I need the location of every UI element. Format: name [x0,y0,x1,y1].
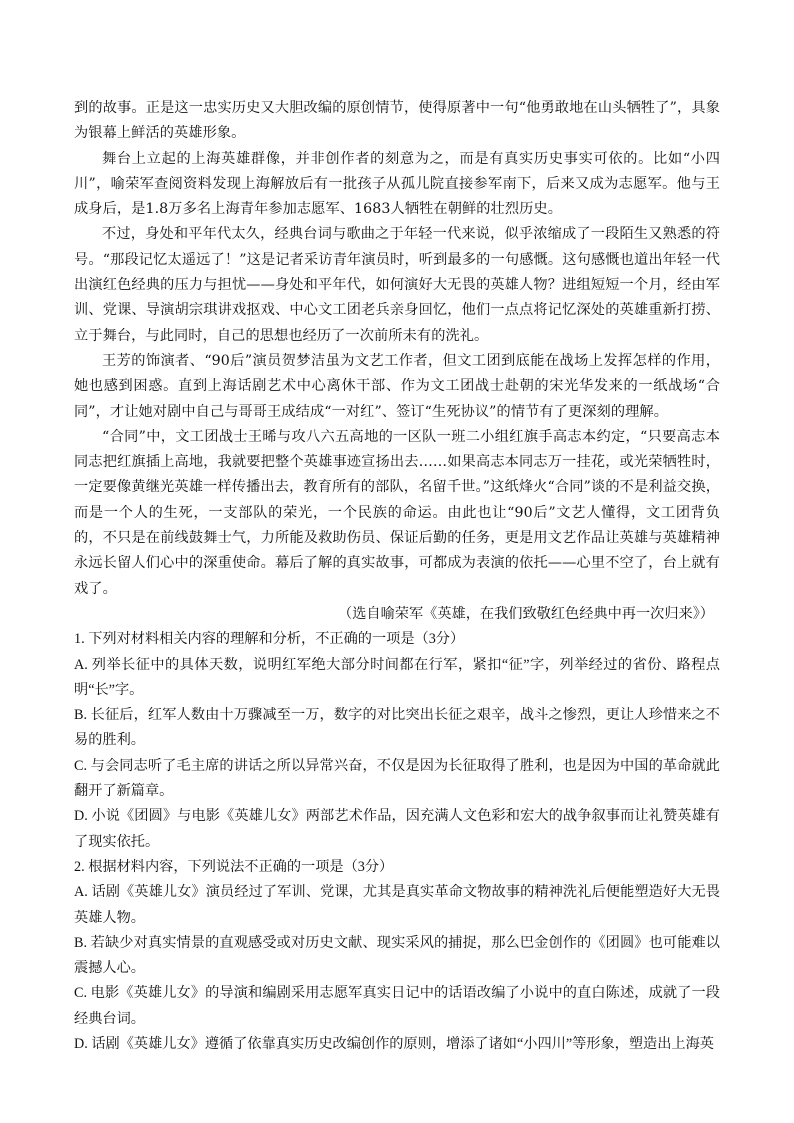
question-option-d: D. 小说《团圆》与电影《英雄儿女》两部艺术作品，因充满人文色彩和宏大的战争叙事而让礼赞英雄有了现实依托。 [74,808,720,850]
question-option-b: B. 若缺少对真实情景的直观感受或对历史文献、现实采风的捕捉，那么巴金创作的《团圆》也可能难以震撼人心。 [74,934,720,977]
question-option-a: A. 话剧《英雄儿女》演员经过了军训、党课，尤其是真实革命文物故事的精神洗礼后便能塑造好大无畏英雄人物。 [74,884,720,926]
passage-paragraph-5: “合同”中，文工团战士王晞与攻八六五高地的一区队一班二小组红旗手高志本约定，“只要高志本同志把红旗插上高地，我就要把整个英雄事迹宣扬出去……如果高志本同志万一挂花，或光荣牺牲时，一定要像黄继光英雄一样传播出去，教育所有的部队，名留千世。”这纸烽火“合同”谈的不是利益交换，而是一个人的生死，一支部队的荣光，一个民族的命运。由此也让“90后”文艺人懂得，文工团背负的，不只是在前线鼓舞士气，力所能及救助伤员、保证后勤的任务，更是用文艺作品让英雄与英雄精神永远长留人们心中的深重使命。幕后了解的真实故事，可都成为表演的依托——心里不空了，台上就有戏了。 [74,428,720,597]
question-option-c: C. 电影《英雄儿女》的导演和编剧采用志愿军真实日记中的话语改编了小说中的直白陈述，成就了一段经典台词。 [74,985,720,1027]
question-option-d: D. 话剧《英雄儿女》遵循了依靠真实历史改编创作的原则，增添了诸如“小四川”等形象，塑造出上海英 [74,1035,714,1052]
question-2 [74,855,720,1057]
question-option-c: C. 与会同志听了毛主席的讲话之所以异常兴奋，不仅是因为长征取得了胜利，也是因为中国的革命就此翻开了新篇章。 [74,757,720,800]
question-option-a: A. 列举长征中的具体天数，说明红军绝大部分时间都在行军，紧扣“征”字，列举经过的省份、路程点明“长”字。 [74,656,720,698]
passage-paragraph-3: 不过，身处和平年代太久，经典台词与歌曲之于年轻一代来说，似乎浓缩成了一段陌生又熟悉的符号。“那段记忆太遥远了！”这是记者采访青年演员时，听到最多的一句感慨。这句感慨也道出年轻一代出演红色经典的压力与担忧——身处和平年代，如何演好大无畏的英雄人物？进组短短一个月，经由军训、党课、导演胡宗琪讲戏抠戏、中心文工团老兵亲身回忆，他们一点点将记忆深处的英雄重新打捞、立于舞台，与此同时，自己的思想也经历了一次前所未有的洗礼。 [74,226,720,344]
question-1 [74,627,720,855]
passage-paragraph-2: 舞台上立起的上海英雄群像，并非创作者的刻意为之，而是有真实历史事实可依的。比如“小四川”，喻荣军查阅资料发现上海解放后有一批孩子从孤儿院直接参军南下，后来又成为志愿军。他与王成身后，是1.8万多名上海青年参加志愿军、1683人牺牲在朝鲜的壮烈历史。 [74,150,720,218]
passage-paragraph-4: 王芳的饰演者、“90后”演员贺梦洁虽为文艺工作者，但文工团到底能在战场上发挥怎样的作用，她也感到困惑。直到上海话剧艺术中心离休干部、作为文工团战士赴朝的宋光华发来的一纸战场“合同”，才让她对剧中自己与哥哥王成结成“一对红”、签订“生死协议”的情节有了更深刻的理解。 [74,352,720,420]
passage-paragraph-1: 到的故事。正是这一忠实历史又大胆改编的原创情节，使得原著中一句“他勇敢地在山头牺牲了”，具象为银幕上鲜活的英雄形象。 [74,100,720,142]
question-stem: 1. 下列对材料相关内容的理解和分析，不正确的一项是（3分） [74,631,465,648]
question-option-b: B. 长征后，红军人数由十万骤减至一万，数字的对比突出长征之艰辛，战斗之惨烈，更让人珍惜来之不易的胜利。 [74,707,720,749]
document-body [74,96,720,1057]
passage-source: （选自喻荣军《英雄，在我们致敬红色经典中再一次归来》） [338,605,714,622]
question-stem: 2. 根据材料内容，下列说法不正确的一项是（3分） [74,858,394,875]
